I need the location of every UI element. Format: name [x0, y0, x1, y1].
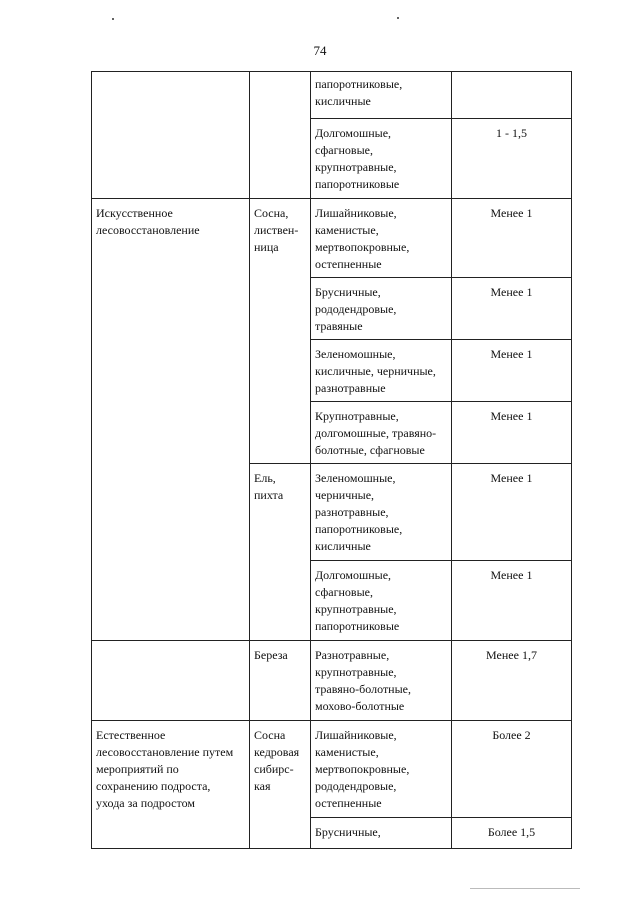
forest-type-cell: Брусничные,: [311, 818, 452, 849]
scan-speck: [397, 17, 399, 19]
species-cell: Сосна кедровая сибирс- кая: [250, 721, 311, 849]
forest-type-cell: Разнотравные, крупнотравные, травяно-болотные, мохово-болотные: [311, 641, 452, 721]
value-cell: Менее 1: [452, 199, 572, 278]
table-row: [92, 72, 572, 119]
species-cell: [250, 72, 311, 199]
value-cell: Менее 1: [452, 561, 572, 641]
table-row: [92, 199, 572, 278]
method-cell: Искусственное лесовосстановление: [92, 199, 250, 641]
scan-edge-line: [470, 888, 580, 889]
value-cell: Менее 1: [452, 464, 572, 561]
table-row: [92, 721, 572, 818]
value-cell: Более 1,5: [452, 818, 572, 849]
scan-speck: [112, 18, 114, 20]
value-cell: Более 2: [452, 721, 572, 818]
table-row: [92, 641, 572, 721]
method-cell: [92, 72, 250, 199]
page-number: 74: [313, 43, 327, 58]
species-cell: Береза: [250, 641, 311, 721]
forest-type-cell: Зеленомошные, кисличные, черничные, разнотравные: [311, 340, 452, 402]
forest-type-cell: Долгомошные, сфагновые, крупнотравные, папоротниковые: [311, 119, 452, 199]
method-cell: Естественное лесовосстановление путем мероприятий по сохранению подроста, ухода за подростом: [92, 721, 250, 849]
species-cell: Ель, пихта: [250, 464, 311, 641]
species-cell: Сосна, листвен- ница: [250, 199, 311, 464]
forest-type-cell: Крупнотравные, долгомошные, травяно- болотные, сфагновые: [311, 402, 452, 464]
reforestation-table: [91, 71, 572, 849]
forest-type-cell: Брусничные, рододендровые, травяные: [311, 278, 452, 340]
forest-type-cell: папоротниковые, кисличные: [311, 72, 452, 119]
value-cell: [452, 72, 572, 119]
value-cell: Менее 1: [452, 340, 572, 402]
forest-type-cell: Лишайниковые, каменистые, мертвопокровные, остепненные: [311, 199, 452, 278]
forest-type-cell: Долгомошные, сфагновые, крупнотравные, папоротниковые: [311, 561, 452, 641]
value-cell: Менее 1: [452, 278, 572, 340]
method-cell: [92, 641, 250, 721]
forest-type-cell: Лишайниковые, каменистые, мертвопокровные, рододендровые, остепненные: [311, 721, 452, 818]
value-cell: 1 - 1,5: [452, 119, 572, 199]
value-cell: Менее 1,7: [452, 641, 572, 721]
value-cell: Менее 1: [452, 402, 572, 464]
forest-type-cell: Зеленомошные, черничные, разнотравные, папоротниковые, кисличные: [311, 464, 452, 561]
